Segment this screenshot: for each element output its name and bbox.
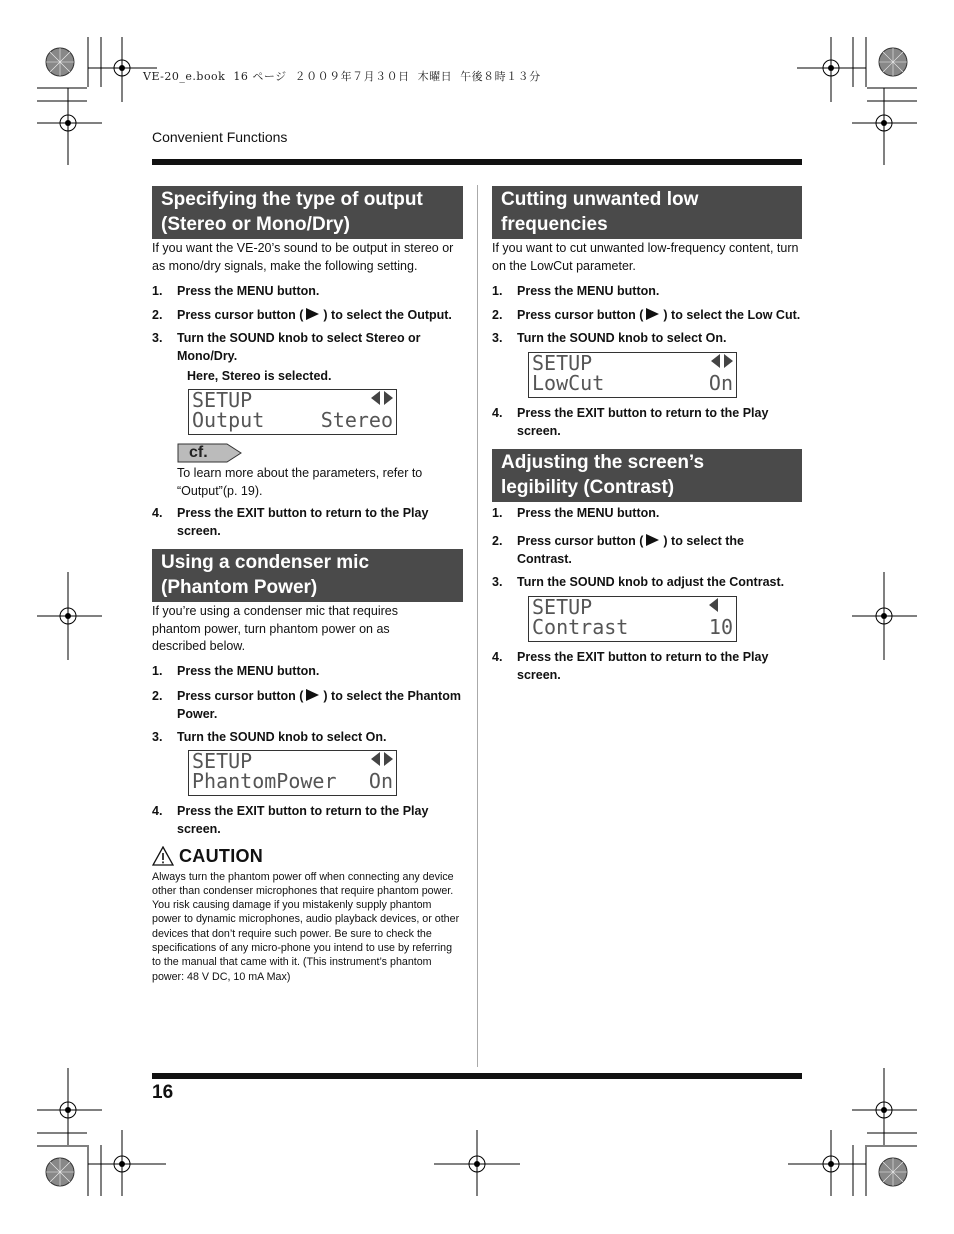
step-text: Press the MENU button. bbox=[517, 506, 660, 520]
lcd-line1: SETUP bbox=[192, 748, 253, 773]
step-item bbox=[152, 687, 463, 723]
cf-label: cf. bbox=[189, 444, 208, 461]
step-item bbox=[152, 306, 463, 324]
intro-text: If you want to cut unwanted low-frequency content, turn on the LowCut parameter. bbox=[492, 241, 799, 273]
left-arrow-icon bbox=[709, 598, 718, 612]
step-number: 3. bbox=[492, 331, 503, 345]
step-number: 2. bbox=[492, 308, 503, 322]
step-text: Press the EXIT button to return to the Play screen. bbox=[177, 506, 429, 538]
left-arrow-icon bbox=[371, 391, 380, 405]
caution-text: Always turn the phantom power off when connecting any device other than condenser microphones that require phantom power. You risk causing damage if you mistakenly supply phantom power to dynamic microphones, audio playback devices, or other devices that don’t require such power. Be sure to check the specifications of any micro-phone you intend to use by referring to the manual that came with it. (This instrument’s phantom power: 48 V DC, 10 mA Max) bbox=[152, 870, 460, 983]
step-number: 4. bbox=[152, 803, 163, 818]
lcd-line1: SETUP bbox=[532, 595, 593, 619]
lcd-line2-value: On bbox=[368, 768, 393, 793]
intro-text: If you’re using a condenser mic that requires phantom power, turn phantom power on as described below. bbox=[152, 604, 398, 653]
step-item bbox=[492, 532, 802, 568]
right-cursor-icon bbox=[306, 308, 319, 320]
lcd-line2-param: Contrast bbox=[532, 615, 629, 639]
left-column bbox=[152, 186, 463, 984]
running-header: Convenient Functions bbox=[152, 129, 288, 145]
heading-line: frequencies bbox=[501, 214, 608, 235]
section-heading-lowcut bbox=[492, 186, 802, 239]
step-text: Press cursor button ( bbox=[517, 308, 644, 322]
step-number: 1. bbox=[492, 284, 503, 298]
lcd-line1: SETUP bbox=[192, 388, 253, 412]
step-number: 4. bbox=[492, 650, 503, 664]
step-text: ) to select the Contrast. bbox=[517, 534, 744, 566]
print-info-line: VE-20_e.book 16 ページ ２００９年７月３０日 木曜日 午後８時１３分 bbox=[143, 70, 541, 83]
step-text: Press the EXIT button to return to the Play screen. bbox=[177, 803, 429, 836]
cf-icon bbox=[177, 443, 243, 463]
step-number: 3. bbox=[152, 729, 163, 744]
lcd-line2-param: PhantomPower bbox=[192, 768, 337, 793]
step-item bbox=[152, 282, 463, 300]
heading-line: (Stereo or Mono/Dry) bbox=[161, 214, 350, 235]
step-text: ) to select the Phantom Power. bbox=[177, 688, 461, 721]
step-item bbox=[152, 504, 463, 540]
step-text: Press the EXIT button to return to the Play screen. bbox=[517, 406, 769, 438]
right-cursor-icon bbox=[646, 308, 659, 320]
section-heading-phantom bbox=[152, 549, 463, 602]
step-text: Press the MENU button. bbox=[177, 663, 320, 678]
header-rule bbox=[152, 159, 802, 165]
step-item bbox=[492, 648, 802, 684]
step-text: ) to select the Low Cut. bbox=[663, 308, 801, 322]
step-number: 1. bbox=[152, 663, 163, 678]
step-item bbox=[492, 306, 802, 324]
step-item bbox=[152, 329, 463, 365]
right-arrow-icon bbox=[384, 391, 393, 405]
left-arrow-icon bbox=[371, 752, 380, 766]
lcd-display bbox=[528, 352, 737, 398]
lcd-display bbox=[188, 389, 397, 435]
step-text: Turn the SOUND knob to adjust the Contrast. bbox=[517, 575, 785, 589]
heading-line: Cutting unwanted low bbox=[501, 189, 699, 210]
lcd-line2-value: Stereo bbox=[320, 408, 393, 432]
lcd-line1: SETUP bbox=[532, 351, 593, 375]
step-text: Turn the SOUND knob to select Stereo or Mono/Dry. bbox=[177, 331, 421, 363]
heading-line: Using a condenser mic bbox=[161, 552, 370, 573]
step-number: 2. bbox=[152, 688, 163, 703]
right-arrow-icon bbox=[384, 752, 393, 766]
lcd-line2-param: LowCut bbox=[532, 371, 605, 395]
right-column bbox=[492, 186, 802, 684]
step-number: 2. bbox=[492, 534, 503, 548]
step-text: ) to select the Output. bbox=[323, 308, 452, 322]
caution-label: CAUTION bbox=[179, 845, 264, 866]
step-number: 4. bbox=[492, 406, 503, 420]
step-item bbox=[492, 282, 802, 300]
lcd-display bbox=[528, 596, 737, 642]
lcd-line2-value: 10 bbox=[708, 615, 733, 639]
step-text: Press cursor button ( bbox=[177, 308, 304, 322]
step-text: Turn the SOUND knob to select On. bbox=[517, 331, 727, 345]
step-text: Press the MENU button. bbox=[177, 284, 320, 298]
footer-rule bbox=[152, 1073, 802, 1079]
heading-line: legibility (Contrast) bbox=[501, 477, 675, 498]
step-number: 1. bbox=[492, 506, 503, 520]
right-cursor-icon bbox=[306, 689, 319, 701]
step-number: 4. bbox=[152, 506, 163, 520]
lcd-display bbox=[188, 750, 397, 796]
step-item bbox=[492, 329, 802, 347]
step-text: Press cursor button ( bbox=[177, 688, 304, 703]
heading-line: (Phantom Power) bbox=[161, 577, 318, 598]
warning-icon bbox=[152, 846, 174, 866]
cf-text: To learn more about the parameters, refer to “Output”(p. 19). bbox=[177, 466, 423, 498]
left-arrow-icon bbox=[711, 354, 720, 368]
step-number: 1. bbox=[152, 284, 163, 298]
step-item bbox=[492, 504, 802, 522]
step-item bbox=[152, 662, 463, 680]
step-number: 3. bbox=[152, 331, 163, 345]
step-note bbox=[152, 367, 463, 385]
heading-line: Adjusting the screen’s bbox=[501, 452, 705, 473]
intro-text: If you want the VE-20’s sound to be output in stereo or as mono/dry signals, make the following setting. bbox=[152, 241, 454, 273]
step-note-text: Here, Stereo is selected. bbox=[187, 369, 332, 383]
right-arrow-icon bbox=[724, 354, 733, 368]
step-text: Press the MENU button. bbox=[517, 284, 660, 298]
lcd-line2-value: On bbox=[708, 371, 733, 395]
step-text: Turn the SOUND knob to select On. bbox=[177, 729, 387, 744]
heading-line: Specifying the type of output bbox=[161, 189, 423, 210]
step-item bbox=[152, 728, 463, 746]
section-heading-output bbox=[152, 186, 463, 239]
step-text: Press cursor button ( bbox=[517, 534, 644, 548]
page-number: 16 bbox=[152, 1082, 174, 1103]
right-cursor-icon bbox=[646, 534, 659, 546]
section-heading-contrast bbox=[492, 449, 802, 502]
step-item bbox=[492, 404, 802, 440]
step-item bbox=[152, 802, 463, 838]
step-number: 2. bbox=[152, 308, 163, 322]
step-number: 3. bbox=[492, 575, 503, 589]
lcd-line2-param: Output bbox=[192, 408, 265, 432]
step-item bbox=[492, 573, 802, 591]
step-text: Press the EXIT button to return to the Play screen. bbox=[517, 650, 769, 682]
column-divider bbox=[477, 185, 478, 1067]
caution-heading bbox=[152, 845, 463, 867]
cf-reference bbox=[177, 443, 463, 463]
